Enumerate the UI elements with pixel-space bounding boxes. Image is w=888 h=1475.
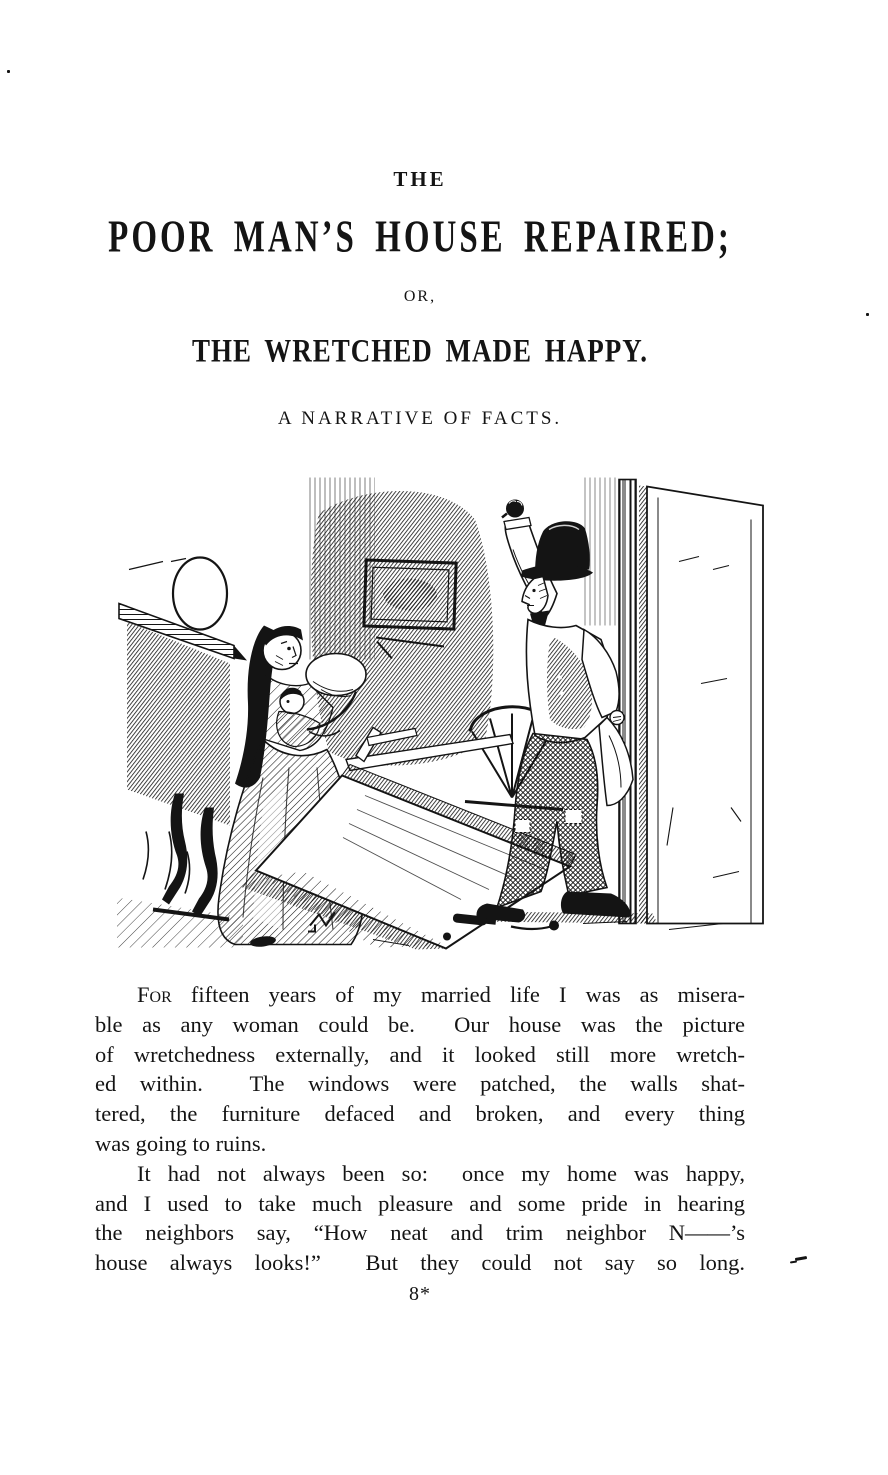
scan-smudge — [790, 1261, 797, 1264]
scan-speck — [7, 70, 10, 73]
open-door — [619, 480, 763, 924]
body-line: tered, the furniture defaced and broken, and every thing — [95, 1101, 745, 1127]
book-subtitle: THE WRETCHED MADE HAPPY. — [191, 332, 649, 369]
body-line: the neighbors say, “How neat and trim neighbor N——’s — [95, 1220, 745, 1246]
body-line: For fifteen years of my married life I was as misera- — [137, 982, 745, 1007]
body-line: was going to ruins. — [95, 1130, 267, 1156]
title-tagline: A NARRATIVE OF FACTS. — [277, 408, 563, 429]
title-separator-or: OR, — [403, 288, 437, 305]
body-line: It had not always been so: once my home was happy, — [137, 1160, 745, 1186]
body-line: and I used to take much pleasure and some pride in hearing — [95, 1190, 745, 1216]
engraving-illustration — [113, 477, 768, 950]
body-text — [95, 980, 745, 1278]
series-word-the: THE — [393, 167, 447, 191]
body-line: of wretchedness externally, and it looked still more wretch- — [95, 1041, 745, 1067]
book-title: POOR MAN’S HOUSE REPAIRED; — [108, 213, 732, 263]
printer-signature: 8* — [409, 1283, 431, 1305]
small-caps-lead: For — [137, 982, 172, 1007]
scan-speck — [866, 313, 869, 316]
body-line: house always looks!” But they could not say so long. — [95, 1250, 745, 1276]
body-line: ble as any woman could be. Our house was the picture — [95, 1011, 745, 1037]
body-line: ed within. The windows were patched, the walls shat- — [95, 1071, 745, 1097]
